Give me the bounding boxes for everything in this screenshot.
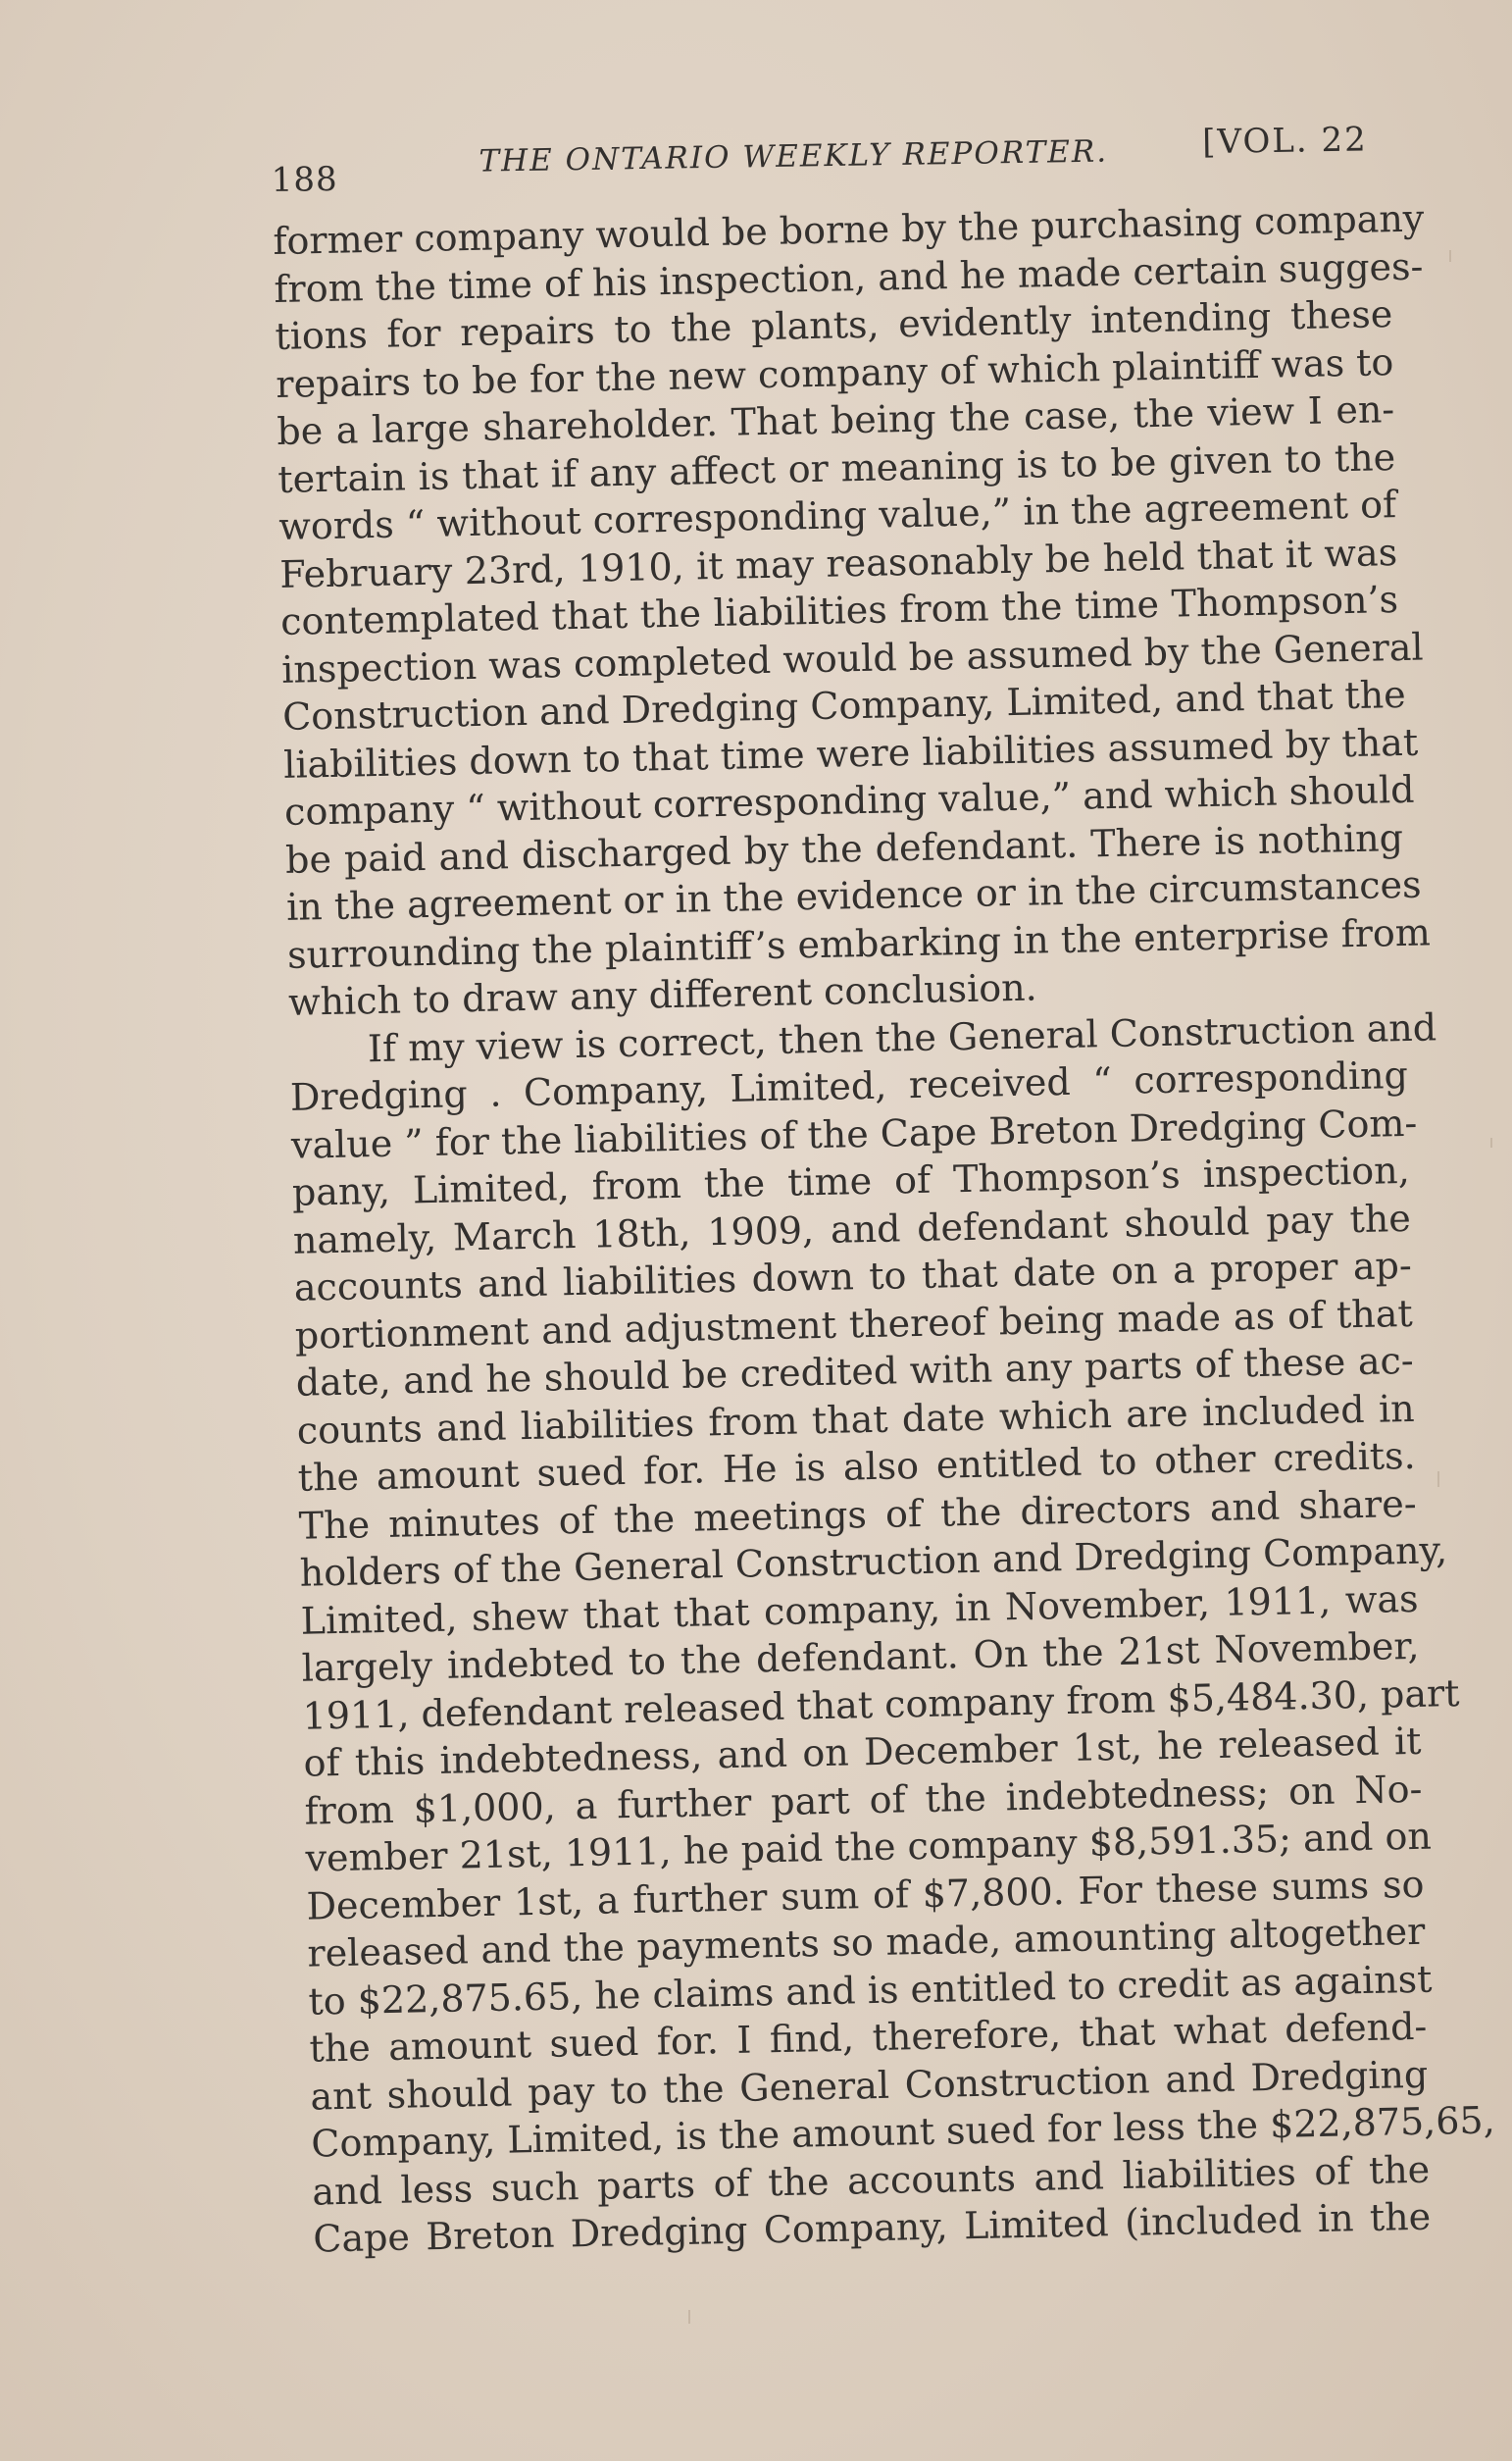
text-line: pany, Limited, from the time of Thompson’s inspection, <box>291 1148 1411 1214</box>
text-line: from the time of his inspection, and he made certain sugges- <box>274 243 1424 311</box>
text-line: the amount sued for. He is also entitled to other credits. <box>297 1433 1417 1500</box>
paper-speck <box>1490 1138 1492 1148</box>
text-line: tions for repairs to the plants, evidently intending these <box>274 292 1393 358</box>
text-line: of this indebtedness, and on December 1st, he released it <box>303 1718 1422 1785</box>
text-line: liabilities down to that time were liabilities assumed by that <box>282 720 1419 787</box>
text-line: accounts and liabilities down to that date on a proper ap- <box>293 1243 1413 1309</box>
text-line: ant should pay to the General Construction and Dredging <box>310 2052 1429 2119</box>
text-line: If my view is correct, then the General Construction and <box>367 1004 1437 1070</box>
text-line: repairs to be for the new company of which plaintiff was to <box>275 339 1394 406</box>
text-line: Limited, shew that that company, in November, 1911, was <box>300 1576 1419 1643</box>
page-number: 188 <box>271 159 338 200</box>
paper-speck <box>688 2310 690 2324</box>
text-line: Construction and Dredging Company, Limited, and that the <box>281 672 1407 739</box>
paper-speck <box>1437 1471 1439 1487</box>
text-line: The minutes of the meetings of the directors and share- <box>298 1481 1417 1548</box>
text-line: inspection was completed would be assumed by the General <box>280 625 1424 692</box>
text-line: vember 21st, 1911, he paid the company $8,591.35; and on <box>305 1814 1433 1880</box>
text-line: February 23rd, 1910, it may reasonably be held that it was <box>278 530 1398 596</box>
text-line: Dredging . Company, Limited, received “ corresponding <box>289 1052 1409 1119</box>
text-line: which to draw any different conclusion. <box>287 965 1038 1024</box>
text-line: the amount sued for. I find, therefore, that what defend- <box>309 2004 1428 2071</box>
text-line: December 1st, a further sum of $7,800. For these sums so <box>306 1862 1425 1928</box>
text-line: be paid and discharged by the defendant. There is nothing <box>284 815 1404 882</box>
text-line: 1911, defendant released that company from $5,484.30, part <box>302 1670 1460 1738</box>
text-line: released and the payments so made, amounting altogether <box>307 1909 1426 1975</box>
text-line: and less such parts of the accounts and liabilities of the <box>311 2147 1431 2214</box>
paper-speck <box>1449 250 1451 262</box>
text-line: date, and he should be credited with any parts of these ac- <box>295 1338 1415 1405</box>
text-line: be a large shareholder. That being the case, the view I en- <box>276 387 1395 453</box>
paragraph <box>273 195 1432 1026</box>
volume-label: [VOL. 22 <box>1201 120 1369 163</box>
text-line: former company would be borne by the purchasing company <box>273 196 1425 263</box>
text-line: Company, Limited, is the amount sued for less the $22,875,65, <box>310 2098 1496 2166</box>
text-line: words “ without corresponding value,” in the agreement of <box>277 483 1397 548</box>
text-line: portionment and adjustment thereof being made as of that <box>294 1291 1414 1358</box>
running-head <box>271 118 1370 204</box>
text-line: from $1,000, a further part of the indebtedness; on No- <box>304 1767 1423 1833</box>
text-line: surrounding the plaintiff’s embarking in the enterprise from <box>286 909 1432 977</box>
paragraph <box>289 1003 1496 2263</box>
text-line: to $22,875.65, he claims and is entitled to credit as against <box>308 1957 1433 2024</box>
text-line: largely indebted to the defendant. On the 21st November, <box>301 1623 1420 1690</box>
text-line: counts and liabilities from that date which are included in <box>296 1386 1416 1453</box>
text-line: in the agreement or in the evidence or in the circumstances <box>285 862 1422 929</box>
text-line: value ” for the liabilities of the Cape Breton Dredging Com- <box>290 1101 1418 1167</box>
text-line: contemplated that the liabilities from the time Thompson’s <box>279 578 1399 643</box>
body-text <box>273 195 1496 2263</box>
text-line: tertain is that if any affect or meaning is to be given to the <box>277 435 1396 501</box>
text-line: company “ without corresponding value,” and which should <box>283 767 1415 834</box>
journal-title: THE ONTARIO WEEKLY REPORTER. <box>479 133 1109 179</box>
text-line: holders of the General Construction and Dredging Company, <box>299 1528 1448 1595</box>
text-line: Cape Breton Dredging Company, Limited (included in the <box>312 2194 1432 2261</box>
text-line: namely, March 18th, 1909, and defendant should pay the <box>292 1196 1412 1262</box>
